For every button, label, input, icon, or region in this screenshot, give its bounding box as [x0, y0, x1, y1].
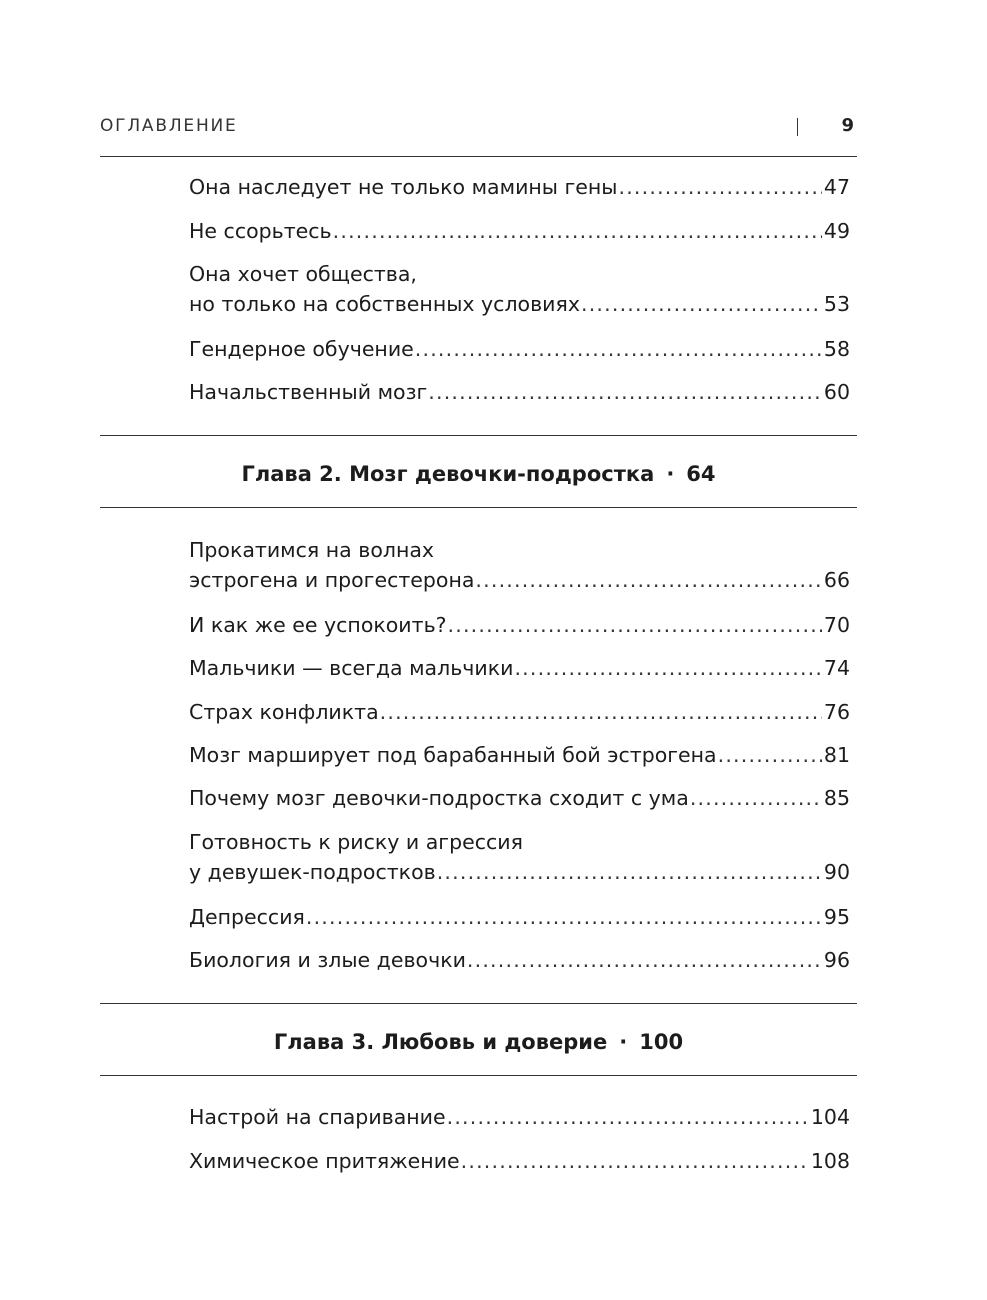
- chapter-separator: ·: [666, 462, 675, 486]
- toc-entry-title: Не ссорьтесь: [189, 219, 332, 243]
- leader-dots: [415, 334, 822, 364]
- running-head-title: ОГЛАВЛЕНИЕ: [100, 116, 238, 136]
- toc-entry[interactable]: [189, 945, 850, 975]
- toc-entry[interactable]: [189, 377, 850, 407]
- toc-entry-page: 85: [823, 786, 850, 810]
- chapter-rule-bottom: [100, 1075, 857, 1076]
- chapter-separator: ·: [619, 1030, 628, 1054]
- toc-entry[interactable]: [189, 610, 850, 640]
- toc-entry-title: Гендерное обучение: [189, 337, 414, 361]
- toc-entry-title: Начальственный мозг: [189, 380, 428, 404]
- toc-entry-title: эстрогена и прогестерона: [189, 568, 475, 592]
- chapter-rule-top: [100, 1003, 857, 1004]
- leader-dots: [461, 1146, 809, 1176]
- toc-entry-title: Страх конфликта: [189, 700, 379, 724]
- toc-entry-title: Почему мозг девочки-подростка сходит с ума: [189, 786, 689, 810]
- leader-dots: [333, 216, 822, 246]
- leader-dots: [448, 610, 822, 640]
- toc-entry[interactable]: [189, 653, 850, 683]
- toc-entry[interactable]: [189, 535, 850, 595]
- page-header: [100, 114, 858, 142]
- chapter-page: 100: [639, 1030, 684, 1054]
- toc-entry-page: 74: [823, 656, 850, 680]
- toc-entry-page: 60: [823, 380, 850, 404]
- chapter-rule-bottom: [100, 507, 857, 508]
- toc-entry-title: но только на собственных условиях: [189, 292, 580, 316]
- toc-entry-page: 58: [823, 337, 850, 361]
- leader-dots: [514, 653, 821, 683]
- header-rule: [100, 156, 857, 157]
- chapter-title: Глава 3. Любовь и доверие: [273, 1030, 608, 1054]
- toc-entry-title: И как же ее успокоить?: [189, 613, 447, 637]
- toc-entry-page: 90: [823, 860, 850, 884]
- toc-entry-title: Настрой на спаривание: [189, 1105, 446, 1129]
- page-number: 9: [841, 115, 854, 136]
- toc-entry-title: у девушек-подростков: [189, 860, 436, 884]
- toc-entry[interactable]: [189, 216, 850, 246]
- toc-entry-page: 76: [823, 700, 850, 724]
- toc-entry-title-line1: Прокатимся на волнах: [189, 538, 435, 562]
- toc-entry[interactable]: [189, 1102, 850, 1132]
- header-divider: [797, 118, 798, 136]
- toc-entry[interactable]: [189, 172, 850, 202]
- leader-dots: [618, 172, 821, 202]
- leader-dots: [690, 783, 822, 813]
- toc-entry-title: Химическое притяжение: [189, 1149, 460, 1173]
- toc-entry-page: 70: [823, 613, 850, 637]
- leader-dots: [306, 902, 822, 932]
- leader-dots: [718, 740, 822, 770]
- chapter-heading[interactable]: [100, 1027, 857, 1057]
- toc-entry-page: 81: [823, 743, 850, 767]
- leader-dots: [581, 289, 822, 319]
- toc-entry-page: 95: [823, 905, 850, 929]
- toc-entry[interactable]: [189, 783, 850, 813]
- toc-entry-title-line1: Она хочет общества,: [189, 262, 417, 286]
- toc-entry-title: Биология и злые девочки: [189, 948, 466, 972]
- toc-entry[interactable]: [189, 902, 850, 932]
- toc-entry[interactable]: [189, 259, 850, 319]
- toc-entry[interactable]: [189, 697, 850, 727]
- toc-entry-page: 104: [810, 1105, 850, 1129]
- leader-dots: [380, 697, 822, 727]
- toc-entry[interactable]: [189, 334, 850, 364]
- toc-entry[interactable]: [189, 1146, 850, 1176]
- toc-entry-title-line1: Готовность к риску и агрессия: [189, 830, 523, 854]
- leader-dots: [428, 377, 822, 407]
- toc-entry-page: 96: [823, 948, 850, 972]
- toc-entry-title: Мозг марширует под барабанный бой эстрогена: [189, 743, 717, 767]
- toc-entry-page: 53: [823, 292, 850, 316]
- leader-dots: [467, 945, 822, 975]
- toc-entry-page: 108: [810, 1149, 850, 1173]
- toc-entry-page: 49: [823, 219, 850, 243]
- toc-entry[interactable]: [189, 827, 850, 887]
- chapter-page: 64: [686, 462, 716, 486]
- leader-dots: [475, 565, 821, 595]
- toc-entry-page: 47: [823, 175, 850, 199]
- chapter-title: Глава 2. Мозг девочки-подростка: [241, 462, 655, 486]
- toc-entry-title: Депрессия: [189, 905, 305, 929]
- toc-entry-title: Она наследует не только мамины гены: [189, 175, 618, 199]
- leader-dots: [437, 857, 822, 887]
- chapter-heading[interactable]: [100, 459, 857, 489]
- toc-entry-title: Мальчики — всегда мальчики: [189, 656, 514, 680]
- toc-entry-page: 66: [823, 568, 850, 592]
- leader-dots: [447, 1102, 809, 1132]
- chapter-rule-top: [100, 435, 857, 436]
- toc-entry[interactable]: [189, 740, 850, 770]
